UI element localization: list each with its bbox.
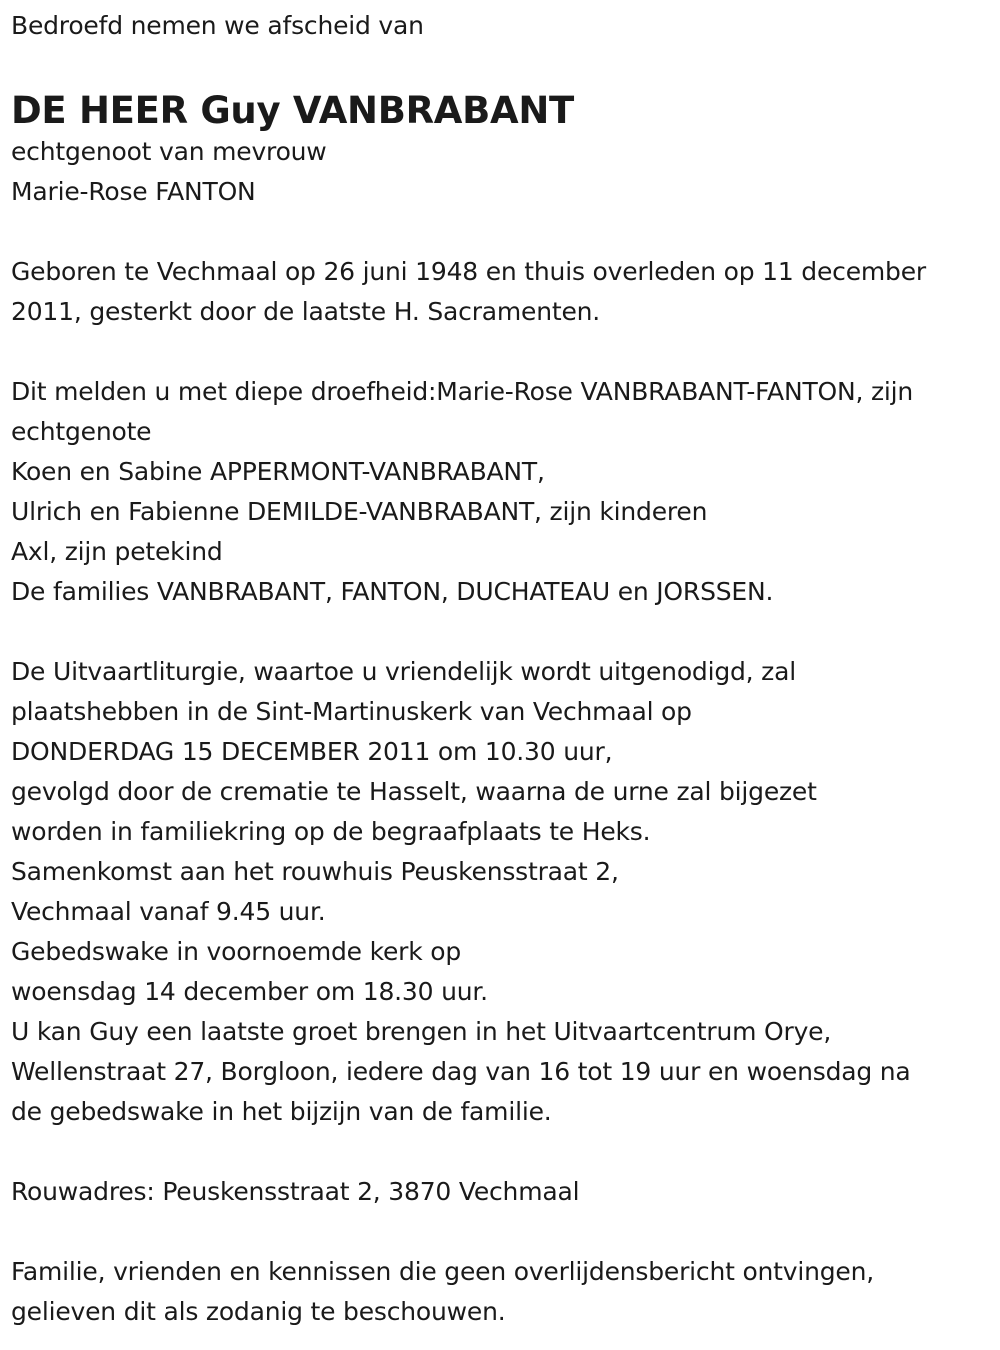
funeral-line: DONDERDAG 15 DECEMBER 2011 om 10.30 uur, xyxy=(11,737,613,766)
family-line: De families VANBRABANT, FANTON, DUCHATEAU en JORSSEN. xyxy=(11,577,774,606)
funeral-line: worden in familiekring op de begraafplaats te Heks. xyxy=(11,817,651,846)
funeral-line: woensdag 14 december om 18.30 uur. xyxy=(11,977,488,1006)
funeral-line: Vechmaal vanaf 9.45 uur. xyxy=(11,897,326,926)
spacer xyxy=(11,212,991,252)
deceased-name: DE HEER Guy VANBRABANT xyxy=(11,89,574,132)
obituary-notice xyxy=(11,6,991,1332)
funeral-line: gevolgd door de crematie te Hasselt, waarna de urne zal bijgezet xyxy=(11,777,817,806)
birth-line: Geboren te Vechmaal op 26 juni 1948 en thuis overleden op 11 december xyxy=(11,257,926,286)
spouse-block xyxy=(11,132,991,212)
intro-text: Bedroefd nemen we afscheid van xyxy=(11,11,424,40)
family-line: Axl, zijn petekind xyxy=(11,537,223,566)
spacer xyxy=(11,332,991,372)
closing-line: gelieven dit als zodanig te beschouwen. xyxy=(11,1297,506,1326)
funeral-line: De Uitvaartliturgie, waartoe u vriendelijk wordt uitgenodigd, zal xyxy=(11,657,796,686)
family-block xyxy=(11,372,991,612)
spouse-line: echtgenoot van mevrouw xyxy=(11,137,327,166)
funeral-line: Wellenstraat 27, Borgloon, iedere dag van 16 tot 19 uur en woensdag na xyxy=(11,1057,911,1086)
family-line: Ulrich en Fabienne DEMILDE-VANBRABANT, zijn kinderen xyxy=(11,497,708,526)
family-line: Koen en Sabine APPERMONT-VANBRABANT, xyxy=(11,457,545,486)
spacer xyxy=(11,1132,991,1172)
birth-line: 2011, gesterkt door de laatste H. Sacramenten. xyxy=(11,297,601,326)
funeral-line: de gebedswake in het bijzijn van de familie. xyxy=(11,1097,552,1126)
funeral-line: plaatshebben in de Sint-Martinuskerk van Vechmaal op xyxy=(11,697,692,726)
family-line: echtgenote xyxy=(11,417,152,446)
mourning-address: Rouwadres: Peuskensstraat 2, 3870 Vechmaal xyxy=(11,1177,580,1206)
spacer xyxy=(11,1212,991,1252)
closing-line: Familie, vrienden en kennissen die geen overlijdensbericht ontvingen, xyxy=(11,1257,875,1286)
family-line: Dit melden u met diepe droefheid:Marie-Rose VANBRABANT-FANTON, zijn xyxy=(11,377,914,406)
funeral-line: Gebedswake in voornoemde kerk op xyxy=(11,937,462,966)
spouse-line: Marie-Rose FANTON xyxy=(11,177,256,206)
funeral-line: Samenkomst aan het rouwhuis Peuskensstraat 2, xyxy=(11,857,619,886)
closing-block xyxy=(11,1252,991,1332)
spacer xyxy=(11,46,991,86)
funeral-block xyxy=(11,652,991,1132)
funeral-line: U kan Guy een laatste groet brengen in het Uitvaartcentrum Orye, xyxy=(11,1017,832,1046)
birth-death-block xyxy=(11,252,991,332)
spacer xyxy=(11,612,991,652)
